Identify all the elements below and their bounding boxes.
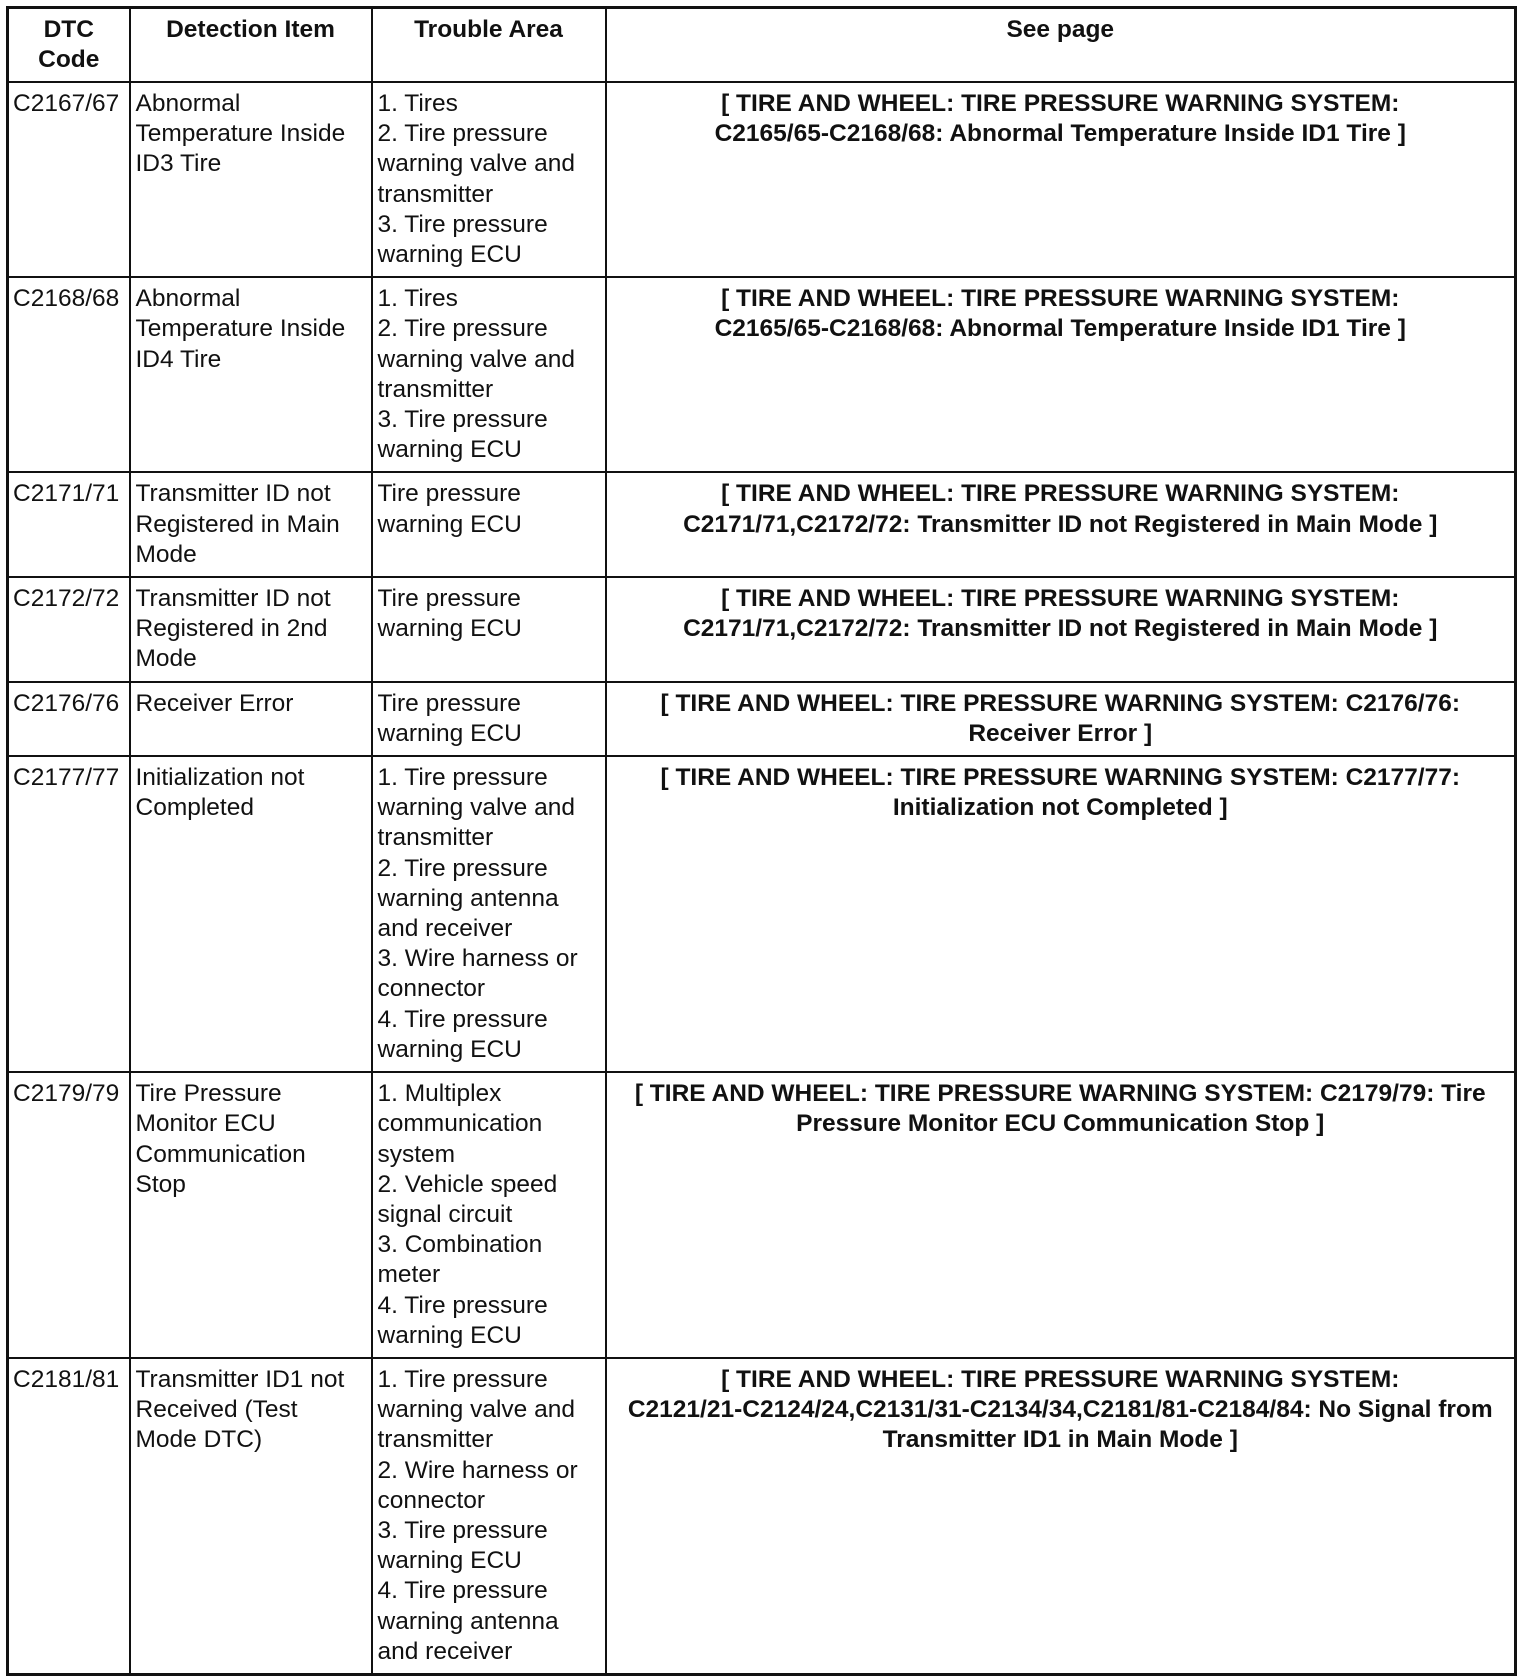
trouble-area-cell: Tire pressure warning ECU <box>372 472 606 577</box>
detection-item-cell: Transmitter ID not Registered in Main Mode <box>130 472 372 577</box>
header-trouble-area: Trouble Area <box>372 8 606 83</box>
detection-item-cell: Transmitter ID not Registered in 2nd Mode <box>130 577 372 682</box>
dtc-code-cell: C2168/68 <box>8 277 130 472</box>
see-page-link[interactable]: [ TIRE AND WHEEL: TIRE PRESSURE WARNING SYSTEM: C2165/65-C2168/68: Abnormal Temperature Inside ID1 Tire ] <box>606 82 1516 277</box>
dtc-code-cell: C2172/72 <box>8 577 130 682</box>
trouble-area-cell: 1. Tire pressure warning valve and transmitter 2. Tire pressure warning antenna and receiver 3. Wire harness or connector 4. Tire pressure warning ECU <box>372 756 606 1072</box>
dtc-code-cell: C2171/71 <box>8 472 130 577</box>
see-page-link[interactable]: [ TIRE AND WHEEL: TIRE PRESSURE WARNING SYSTEM: C2179/79: Tire Pressure Monitor ECU Communication Stop ] <box>606 1072 1516 1358</box>
table-row <box>8 577 1516 682</box>
table-row <box>8 756 1516 1072</box>
table-row <box>8 472 1516 577</box>
detection-item-cell: Tire Pressure Monitor ECU Communication Stop <box>130 1072 372 1358</box>
table-row <box>8 277 1516 472</box>
dtc-code-cell: C2177/77 <box>8 756 130 1072</box>
detection-item-cell: Abnormal Temperature Inside ID3 Tire <box>130 82 372 277</box>
dtc-code-cell: C2181/81 <box>8 1358 130 1675</box>
see-page-link[interactable]: [ TIRE AND WHEEL: TIRE PRESSURE WARNING SYSTEM: C2176/76: Receiver Error ] <box>606 682 1516 756</box>
header-see-page: See page <box>606 8 1516 83</box>
see-page-link[interactable]: [ TIRE AND WHEEL: TIRE PRESSURE WARNING SYSTEM: C2177/77: Initialization not Completed ] <box>606 756 1516 1072</box>
detection-item-cell: Abnormal Temperature Inside ID4 Tire <box>130 277 372 472</box>
trouble-area-cell: 1. Tires 2. Tire pressure warning valve and transmitter 3. Tire pressure warning ECU <box>372 82 606 277</box>
detection-item-cell: Transmitter ID1 not Received (Test Mode DTC) <box>130 1358 372 1675</box>
table-row <box>8 1072 1516 1358</box>
table-row <box>8 82 1516 277</box>
dtc-code-cell: C2167/67 <box>8 82 130 277</box>
see-page-link[interactable]: [ TIRE AND WHEEL: TIRE PRESSURE WARNING SYSTEM: C2165/65-C2168/68: Abnormal Temperature Inside ID1 Tire ] <box>606 277 1516 472</box>
trouble-area-cell: 1. Multiplex communication system 2. Vehicle speed signal circuit 3. Combination meter 4. Tire pressure warning ECU <box>372 1072 606 1358</box>
header-row <box>8 8 1516 83</box>
table-row <box>8 682 1516 756</box>
see-page-link[interactable]: [ TIRE AND WHEEL: TIRE PRESSURE WARNING SYSTEM: C2171/71,C2172/72: Transmitter ID not Registered in Main Mode ] <box>606 472 1516 577</box>
detection-item-cell: Receiver Error <box>130 682 372 756</box>
table-row <box>8 1358 1516 1675</box>
see-page-link[interactable]: [ TIRE AND WHEEL: TIRE PRESSURE WARNING SYSTEM: C2121/21-C2124/24,C2131/31-C2134/34,C2181/81-C2184/84: No Signal from Transmitter ID1 in Main Mode ] <box>606 1358 1516 1675</box>
dtc-table <box>6 6 1517 1676</box>
dtc-code-cell: C2176/76 <box>8 682 130 756</box>
detection-item-cell: Initialization not Completed <box>130 756 372 1072</box>
header-dtc-code: DTC Code <box>8 8 130 83</box>
header-detection-item: Detection Item <box>130 8 372 83</box>
dtc-code-cell: C2179/79 <box>8 1072 130 1358</box>
see-page-link[interactable]: [ TIRE AND WHEEL: TIRE PRESSURE WARNING SYSTEM: C2171/71,C2172/72: Transmitter ID not Registered in Main Mode ] <box>606 577 1516 682</box>
trouble-area-cell: Tire pressure warning ECU <box>372 682 606 756</box>
trouble-area-cell: 1. Tire pressure warning valve and transmitter 2. Wire harness or connector 3. Tire pressure warning ECU 4. Tire pressure warning antenna and receiver <box>372 1358 606 1675</box>
trouble-area-cell: Tire pressure warning ECU <box>372 577 606 682</box>
trouble-area-cell: 1. Tires 2. Tire pressure warning valve and transmitter 3. Tire pressure warning ECU <box>372 277 606 472</box>
